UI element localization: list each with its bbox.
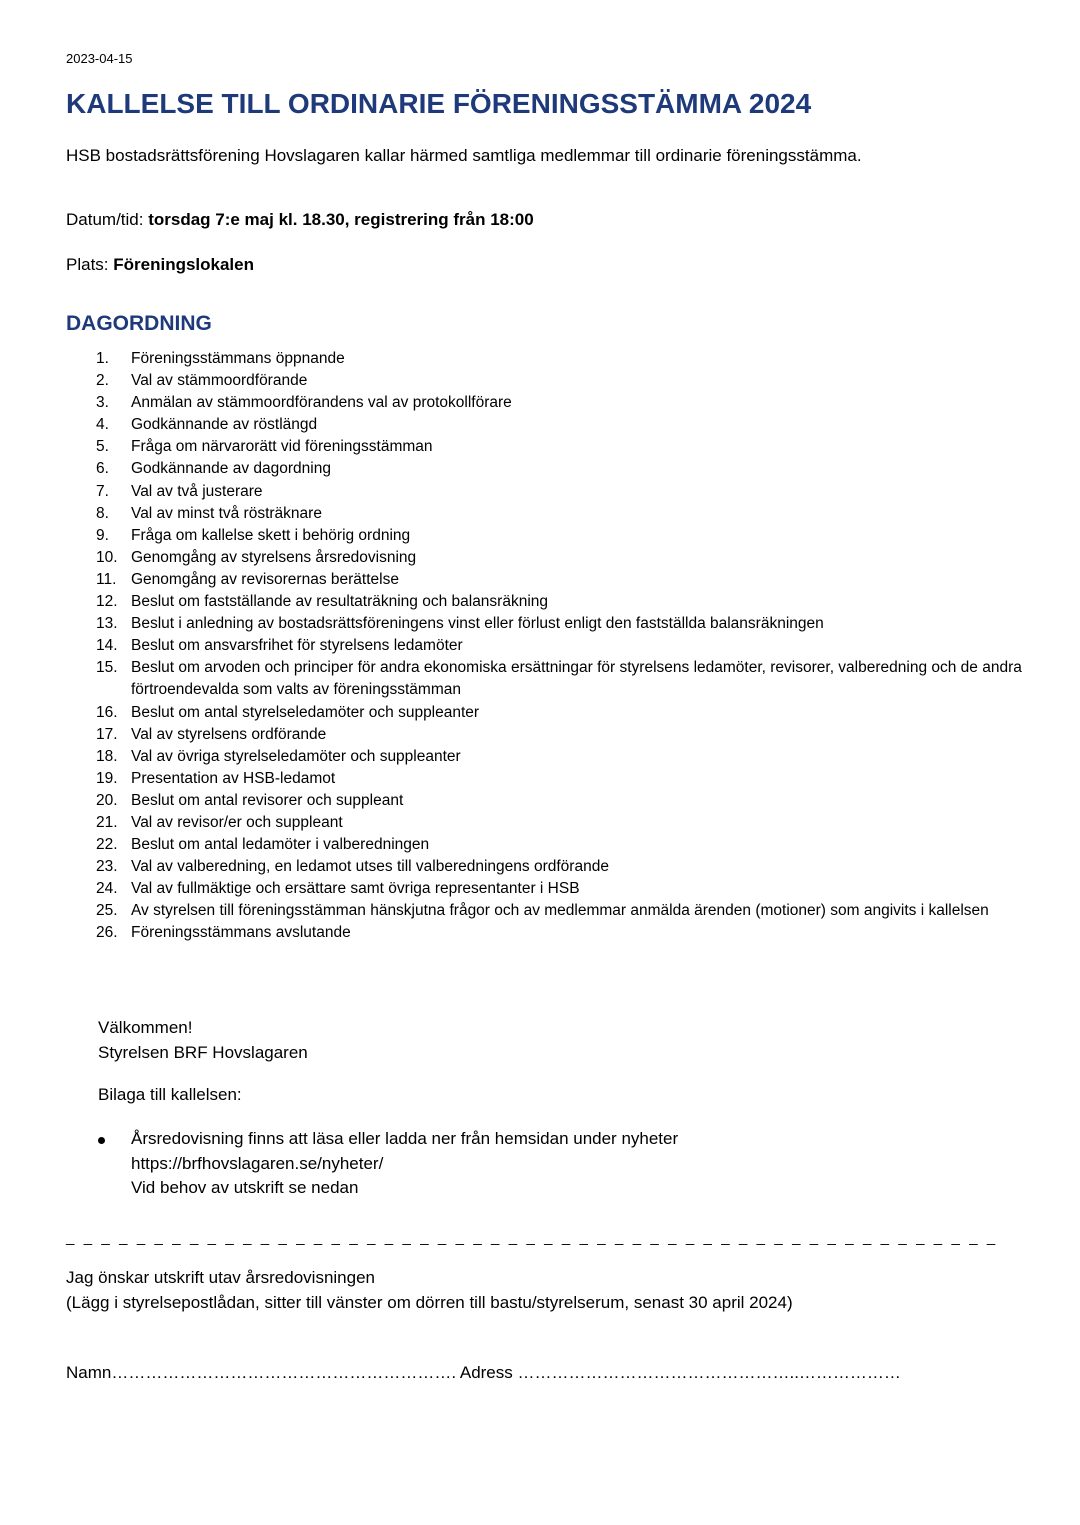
datetime-line [66,210,534,230]
document-title: KALLELSE TILL ORDINARIE FÖRENINGSSTÄMMA 2024 [66,88,812,119]
agenda-item-number: 9. [96,526,109,544]
attachment-list [98,1127,678,1201]
agenda-item [96,812,1036,834]
agenda-item-number: 2. [96,372,109,390]
agenda-item-number: 16. [96,703,118,721]
agenda-item-number: 5. [96,438,109,456]
agenda-item [96,856,1036,878]
agenda-item-text: Anmälan av stämmoordförandens val av protokollförare [131,394,512,412]
agenda-item-text: Beslut om arvoden och principer för andra ekonomiska ersättningar för styrelsens ledamöter, revisorer, valberedning och de andra förtroendevalda som valts av föreningsstämman [131,659,1022,699]
agenda-item-text: Val av minst två rösträknare [131,504,322,522]
agenda-item-number: 11. [96,570,117,588]
agenda-item [96,458,1036,480]
agenda-item-number: 14. [96,637,118,655]
attachment-link[interactable]: https://brfhovslagaren.se/nyheter/ [131,1153,384,1173]
intro-text: HSB bostadsrättsförening Hovslagaren kallar härmed samtliga medlemmar till ordinarie föreningsstämma. [66,146,862,165]
agenda-item-text: Val av två justerare [131,482,263,500]
print-request-text: Jag önskar utskrift utav årsredovisningen [66,1268,375,1287]
agenda-item-number: 24. [96,880,118,898]
datetime-value: torsdag 7:e maj kl. 18.30, registrering från 18:00 [148,210,534,229]
agenda-item-number: 1. [96,350,109,367]
agenda-item-text: Fråga om kallelse skett i behörig ordning [131,526,411,544]
agenda-item [96,834,1036,856]
agenda-item [96,414,1036,436]
agenda-list [96,348,1036,945]
name-address-form-line[interactable]: Namn……………………………………………………. Adress …………………………………………..……………… [66,1363,901,1382]
agenda-item-number: 20. [96,791,118,809]
agenda-item [96,348,1036,370]
agenda-item-text: Beslut om antal styrelseledamöter och suppleanter [131,703,480,721]
agenda-item-text: Godkännande av röstlängd [131,416,318,434]
agenda-item [96,370,1036,392]
agenda-item-number: 7. [96,482,109,500]
agenda-item-number: 17. [96,725,118,743]
agenda-item-text: Beslut om antal ledamöter i valberedningen [131,836,430,854]
agenda-item-number: 3. [96,394,109,412]
attachment-line: Årsredovisning finns att läsa eller ladda ner från hemsidan under nyheter [131,1129,679,1148]
agenda-item-number: 19. [96,769,118,787]
agenda-item-number: 4. [96,416,109,434]
welcome-text: Välkommen! [98,1018,193,1037]
agenda-item [96,790,1036,812]
place-label: Plats: [66,255,114,274]
agenda-item-number: 15. [96,659,118,677]
agenda-item-text: Val av styrelsens ordförande [131,725,327,743]
agenda-item [96,525,1036,547]
agenda-item-text: Val av valberedning, en ledamot utses till valberedningens ordförande [131,858,609,876]
agenda-item [96,591,1036,613]
attachment-item [98,1127,678,1201]
agenda-item-text: Presentation av HSB-ledamot [131,769,336,787]
place-value: Föreningslokalen [113,255,254,274]
agenda-item-text: Föreningsstämmans avslutande [131,924,351,942]
agenda-item [96,702,1036,724]
agenda-item [96,481,1036,503]
agenda-item-number: 26. [96,924,118,942]
agenda-item-text: Beslut om ansvarsfrihet för styrelsens ledamöter [131,637,463,655]
agenda-item-text: Val av övriga styrelseledamöter och suppleanter [131,747,461,765]
signature-text: Styrelsen BRF Hovslagaren [98,1043,308,1062]
agenda-item-number: 22. [96,836,118,854]
agenda-item [96,724,1036,746]
agenda-item-number: 10. [96,548,118,566]
agenda-item-text: Beslut i anledning av bostadsrättsföreningens vinst eller förlust enligt den fastställda balansräkningen [131,615,824,633]
place-line [66,255,254,275]
agenda-item-number: 21. [96,813,118,831]
agenda-item-text: Genomgång av styrelsens årsredovisning [131,548,417,566]
agenda-item-number: 8. [96,504,109,522]
agenda-item-text: Föreningsstämmans öppnande [131,350,345,367]
agenda-item [96,635,1036,657]
agenda-item-text: Fråga om närvarorätt vid föreningsstämman [131,438,433,456]
agenda-item [96,503,1036,525]
agenda-heading: DAGORDNING [66,312,212,335]
agenda-item [96,392,1036,414]
agenda-item-text: Beslut om antal revisorer och suppleant [131,791,404,809]
datetime-label: Datum/tid: [66,210,149,229]
agenda-item [96,657,1036,701]
agenda-item [96,547,1036,569]
agenda-item [96,746,1036,768]
print-instructions-text: (Lägg i styrelsepostlådan, sitter till vänster om dörren till bastu/styrelserum, senast 30 april 2024) [66,1293,793,1312]
agenda-item [96,436,1036,458]
agenda-item-text: Beslut om fastställande av resultaträkning och balansräkning [131,593,549,611]
agenda-item [96,768,1036,790]
agenda-item [96,569,1036,591]
bullet-icon [98,1137,105,1144]
agenda-item [96,613,1036,635]
agenda-item-text: Av styrelsen till föreningsstämman hänskjutna frågor och av medlemmar anmälda ärenden (motioner) som angivits i kallelsen [131,902,989,920]
agenda-item-number: 6. [96,460,109,478]
agenda-item-text: Val av stämmoordförande [131,372,308,390]
agenda-item [96,900,1036,922]
agenda-item-text: Val av revisor/er och suppleant [131,813,343,831]
document-date: 2023-04-15 [66,51,133,66]
agenda-item-text: Godkännande av dagordning [131,460,331,478]
agenda-item-text: Genomgång av revisorernas berättelse [131,570,399,588]
agenda-item-number: 13. [96,615,118,633]
attachment-line: Vid behov av utskrift se nedan [131,1178,359,1197]
agenda-item-text: Val av fullmäktige och ersättare samt övriga representanter i HSB [131,880,580,898]
agenda-item-number: 23. [96,858,118,876]
agenda-item [96,922,1036,944]
cut-separator: _ _ _ _ _ _ _ _ _ _ _ _ _ _ _ _ _ _ _ _ _ _ _ _ _ _ _ _ _ _ _ _ _ _ _ _ _ _ _ _ _ _ _ _ _ _ _ _ _ _ _ _ _ [66,1229,998,1246]
agenda-item-number: 25. [96,902,118,920]
attachment-heading: Bilaga till kallelsen: [98,1085,242,1104]
agenda-item-number: 12. [96,593,118,611]
agenda-item [96,878,1036,900]
agenda-item-number: 18. [96,747,118,765]
